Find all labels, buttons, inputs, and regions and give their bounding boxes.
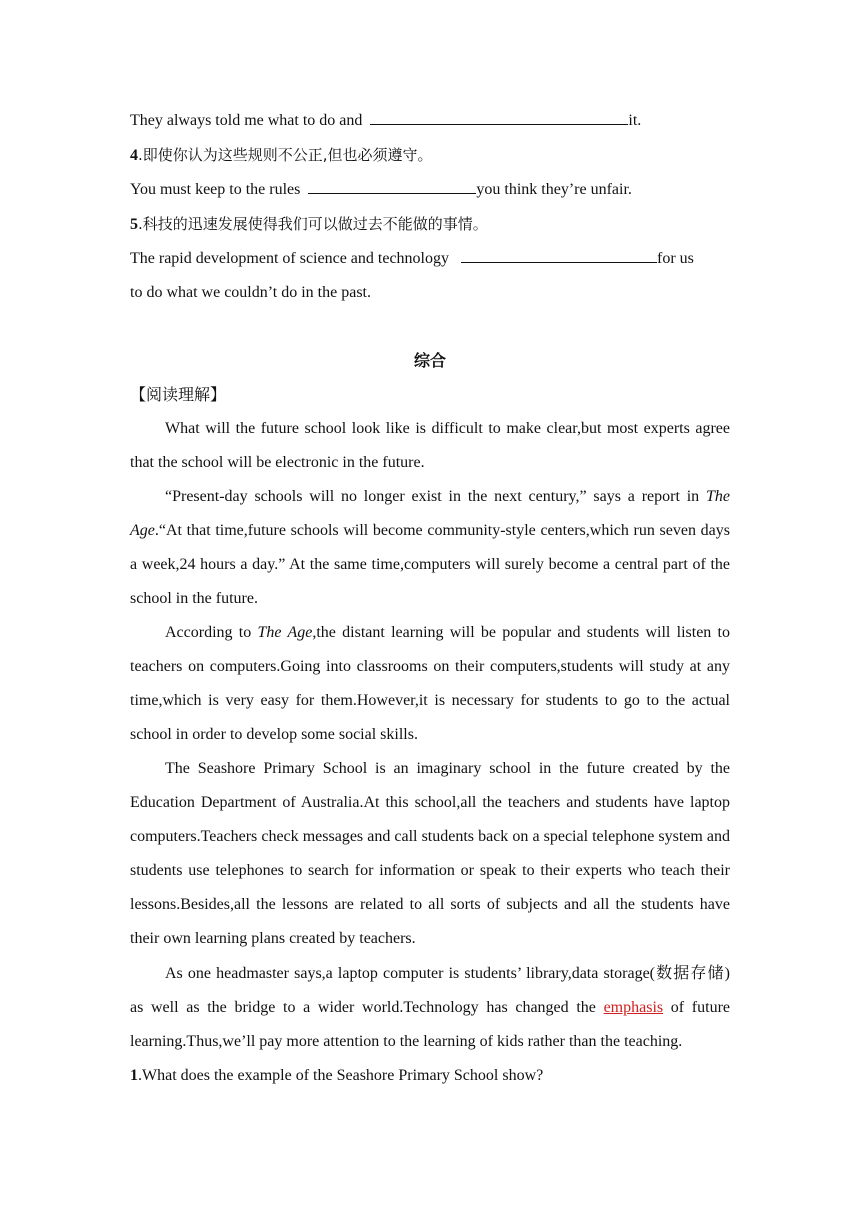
p2-source-title: The Age	[130, 488, 730, 539]
line3-text-after: it.	[628, 112, 642, 129]
question-4-number: 4	[130, 147, 138, 164]
p2-text-b: .“At that time,future schools will become community-style centers,which run seven days a week,24 hours a day.” At the same time,computers will surely become a central part of the school in the future.	[130, 522, 730, 607]
question-1-number: 1	[130, 1067, 138, 1084]
question-5-english	[130, 242, 730, 276]
question-5-continuation: to do what we couldn’t do in the past.	[130, 284, 371, 301]
passage-paragraph-5	[130, 956, 730, 1059]
question-1	[130, 1059, 730, 1093]
question-4-english	[130, 173, 730, 207]
question-5-number: 5	[130, 216, 138, 233]
answer-blank-3[interactable]	[370, 106, 628, 125]
p5-chinese-gloss: 数据存储	[655, 963, 725, 982]
section-title: 综合	[413, 351, 446, 370]
p3-text-a: According to	[165, 624, 258, 641]
line3-text-before: They always told me what to do and	[130, 112, 363, 129]
q4-text-after: you think they’re unfair.	[476, 181, 632, 198]
p5-text-b: ) as well as the bridge to a wider world.Technology has changed the	[130, 965, 730, 1016]
question-5-prompt: .科技的迅速发展使得我们可以做过去不能做的事情。	[138, 215, 488, 233]
p3-text-b: ,the distant learning will be popular and students will listen to teachers on computers.Going into classrooms on their computers,students will study at any time,which is very easy for them.However,it is necessary for students to go to the actual school in order to develop some social skills.	[130, 624, 731, 743]
p3-source-title: The Age	[257, 624, 313, 641]
p2-text-a: “Present-day schools will no longer exist in the next century,” says a report in	[165, 488, 706, 505]
passage-paragraph-3	[130, 616, 730, 752]
answer-blank-4[interactable]	[308, 175, 476, 194]
q5-text-before: The rapid development of science and technology	[130, 250, 449, 267]
question-4-chinese	[130, 138, 730, 173]
p5-text-c: of future learning.Thus,we’ll pay more attention to the learning of kids rather than the teaching.	[130, 999, 730, 1050]
highlighted-word-emphasis[interactable]: emphasis	[603, 999, 664, 1016]
section-subtitle: 【阅读理解】	[130, 385, 227, 404]
document-page	[130, 104, 730, 1093]
q5-text-after: for us	[657, 250, 694, 267]
answer-blank-5[interactable]	[461, 244, 657, 263]
passage-paragraph-2	[130, 480, 730, 616]
passage-paragraph-4: The Seashore Primary School is an imaginary school in the future created by the Education Department of Australia.At this school,all the teachers and students have laptop computers.Teachers check messages and call students back on a special telephone system and students use telephones to search for information or speak to their experts who teach their lessons.Besides,all the lessons are related to all sorts of subjects and all the students have their own learning plans created by teachers.	[130, 760, 730, 947]
passage-paragraph-1: What will the future school look like is difficult to make clear,but most experts agree that the school will be electronic in the future.	[130, 420, 730, 471]
exercise-line-3	[130, 104, 730, 138]
q4-text-before: You must keep to the rules	[130, 181, 301, 198]
question-5-chinese	[130, 207, 730, 242]
question-1-text: .What does the example of the Seashore Primary School show?	[138, 1067, 544, 1084]
p5-text-a: As one headmaster says,a laptop computer is students’ library,data storage(	[165, 965, 656, 982]
question-4-prompt: .即使你认为这些规则不公正,但也必须遵守。	[138, 146, 433, 164]
